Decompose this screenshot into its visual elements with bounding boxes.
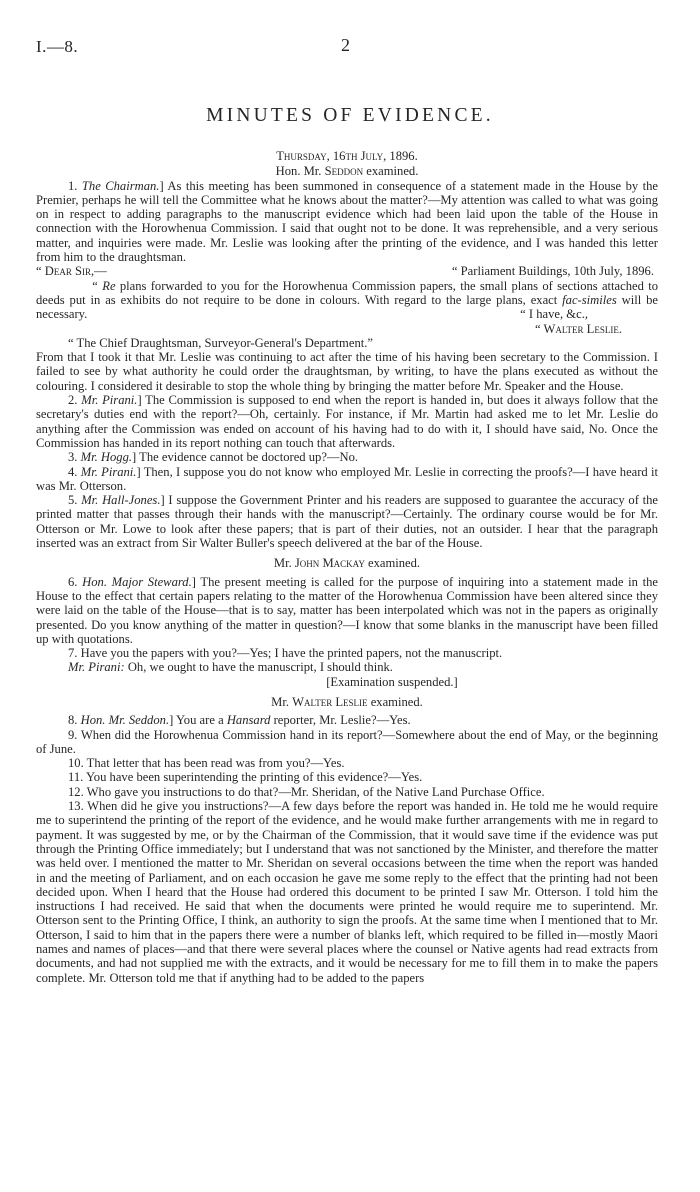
remark-text: Oh, we ought to have the manuscript, I should think. [124,660,393,675]
question-paragraph: 12. Who gave you instructions to do that?—Mr. Sheridan, of the Native Land Purchase Office. [68,784,545,799]
speaker-name: Mr. Pirani: [68,660,125,675]
hansard-emphasis: Hansard [226,713,271,728]
letter-re: “ Re [91,278,116,293]
question-paragraph [36,713,658,727]
letter-address: “ Parliament Buildings, 10th July, 1896. [451,264,654,279]
question-paragraph [36,465,658,494]
witness-name: Seddon [324,164,364,179]
page-title: MINUTES OF EVIDENCE. [206,105,494,126]
letter-close: “ I have, &c., [520,307,588,322]
question-paragraph [36,179,658,265]
document-code: I.—8. [36,37,79,56]
witness-name: John Mackay [294,556,365,571]
question-paragraph: 9. When did the Horowhenua Commission hand in its report?—Somewhere about the end of May, or the beginning of June. [36,727,658,756]
page-number: 2 [341,35,350,55]
question-paragraph [36,393,658,450]
question-text: ] The evidence cannot be doctored up?—No. [132,450,359,465]
question-text: ] The Commission is supposed to end when the report is handed in, but does it always follow that the secretary's duties end with the report?—Oh, certainly. For instance, if Mr. Martin had asked me to let Mr. Leslie do anything after the Commission was ended on account of his having had to do with it, I should have said, No. Once the Commission has handed in its report nothing can touch that afterwards. [36,393,658,450]
date-line [36,149,658,163]
question-number: 6. [68,574,83,589]
question-text: ] You are a [169,713,227,728]
question-text: ] As this meeting has been summoned in consequence of a statement made in the House by the Premier, perhaps he will tell the Committee what he knows about the matter?—My attention was called to what was going on in respect to adding paragraphs to the manuscript evidence which had been laid upon the table of the House in connection with the Horowhenua Commission. I said that ought not to be done. It was reprehensible, and a very serious matter, and inquiries were made. Mr. Leslie was looking after the printing of the evidence, and I was handed this letter from him to the draughtsman. [36,178,658,265]
letter-emphasis: fac-similes [562,292,617,307]
question-number: 2. [68,393,82,408]
letter-signature: “ Walter Leslie. [534,321,622,336]
letter-salutation: “ Dear Sir,— [36,264,107,279]
letter-addressee: “ The Chief Draughtsman, Surveyor-General's Department.” [68,335,373,350]
witness-heading [36,695,658,709]
letter-text: plans forwarded to you for the Horowhenua Commission papers, the small plans of sections attached to deeds put in as exhibits do not require to be done in colours. With regard to the large plans, exact [36,278,658,307]
heading-prefix: Mr. [271,694,293,709]
heading-suffix: examined. [364,556,421,571]
question-paragraph [36,575,658,646]
question-text: ] The present meeting is called for the purpose of inquiring into a statement made in the House to the effect that certain papers relating to the matter of the Horowhenua Commission have been altered since they were laid on the table of the House—that is to say, matter has been interpolated which was not in the papers as originally presented. Do you know anything of the matter in question?—I know that some blanks in the manuscript have been filled up with quotations. [36,574,658,646]
heading-prefix: Mr. [273,556,295,571]
question-paragraph [36,493,658,550]
question-number: 1. [68,178,82,193]
remark-paragraph [36,660,658,674]
question-text: ] Then, I suppose you do not know who employed Mr. Leslie in correcting the proofs?—I have heard it was Mr. Otterson. [36,464,658,493]
question-number: 3. [68,450,81,465]
question-number: 4. [68,464,81,479]
witness-heading [36,164,658,178]
speaker-name: Mr. Pirani. [81,393,138,408]
speaker-name: Hon. Mr. Seddon. [80,713,170,728]
witness-name: Walter Leslie [292,694,368,709]
speaker-name: Mr. Hall-Jones. [81,493,161,508]
question-paragraph: 13. When did he give you instructions?—A few days before the report was handed in. He told me he would require me to superintend the printing of the report of the evidence, and he would make further arrangements with me in regard to payment. It was suggested by me, or by the Chairman of the Commission, that it would save time if the evidence was put through the Printing Office immediately; but I understand that was not sanctioned by the Minister, and therefore the matter was held over. I mentioned the matter to Mr. Sheridan on several occasions between the time when the report was handed in and the meeting of Parliament, and on each occasion he gave me some reply to the effect that the printing had not been decided upon. When I heard that the House had ordered this document to be printed I saw Mr. Otterson. I told him the instructions I had received. He said that when the documents were printed he would require me to superintend. Mr. Otterson sent to the Printing Office, I think, an authority to sign the proofs. At the same time when I mentioned that to Mr. Otterson, I said to him that in the papers there were a number of blanks left, which required to be filled in—mostly Maori names and names of places—and that there were several places where the counsel or Native agents had read extracts from documents, and had not supplied me with the extracts, and it would be necessary for me to fill them in to make the papers complete. Mr. Otterson told me that if anything had to be added to the papers [36,799,658,985]
document-body [36,149,658,985]
question-text: ] I suppose the Government Printer and his readers are supposed to guarantee the accuracy of the printed matter that passes through their hands with the manuscript?—Certainly. The ordinary course would be for Mr. Otterson or Mr. Lowe to look after these papers; that is part of their duties, not an outsider. I hear that the paragraph inserted was an extract from Sir Walter Buller's speech delivered at the bar of the House. [36,493,659,551]
examination-suspended-note: [Examination suspended.] [326,674,458,689]
answer-continuation: From that I took it that Mr. Leslie was continuing to act after the time of his having been secretary to the Commission. I failed to see by what authority he could order the draughtsman, by writing, to have the plans executed as without the colouring. I considered it desirable to stop the whole thing by bringing the matter before Mr. Speaker and the House. [36,350,658,393]
question-paragraph [36,450,658,464]
heading-prefix: Hon. Mr. [275,164,325,179]
question-paragraph: 11. You have been superintending the printing of this evidence?—Yes. [68,770,423,785]
heading-suffix: examined. [367,694,423,709]
letter-header-row [36,264,658,278]
question-number: 8. [68,713,81,728]
witness-heading [36,556,658,570]
letter-text-end: will be necessary. [36,292,658,322]
question-number: 5. [68,493,82,508]
date-text: Thursday, 16th July, 1896. [276,149,418,163]
speaker-name: Mr. Hogg. [80,450,133,465]
heading-suffix: examined. [363,164,419,179]
question-text-end: reporter, Mr. Leslie?—Yes. [270,713,411,728]
speaker-name: Mr. Pirani. [80,464,137,479]
question-paragraph: 10. That letter that has been read was from you?—Yes. [68,756,345,771]
question-paragraph: 7. Have you the papers with you?—Yes; I have the printed papers, not the manuscript. [68,646,503,661]
speaker-name: Hon. Major Steward. [82,574,192,589]
speaker-name: The Chairman. [81,178,160,193]
